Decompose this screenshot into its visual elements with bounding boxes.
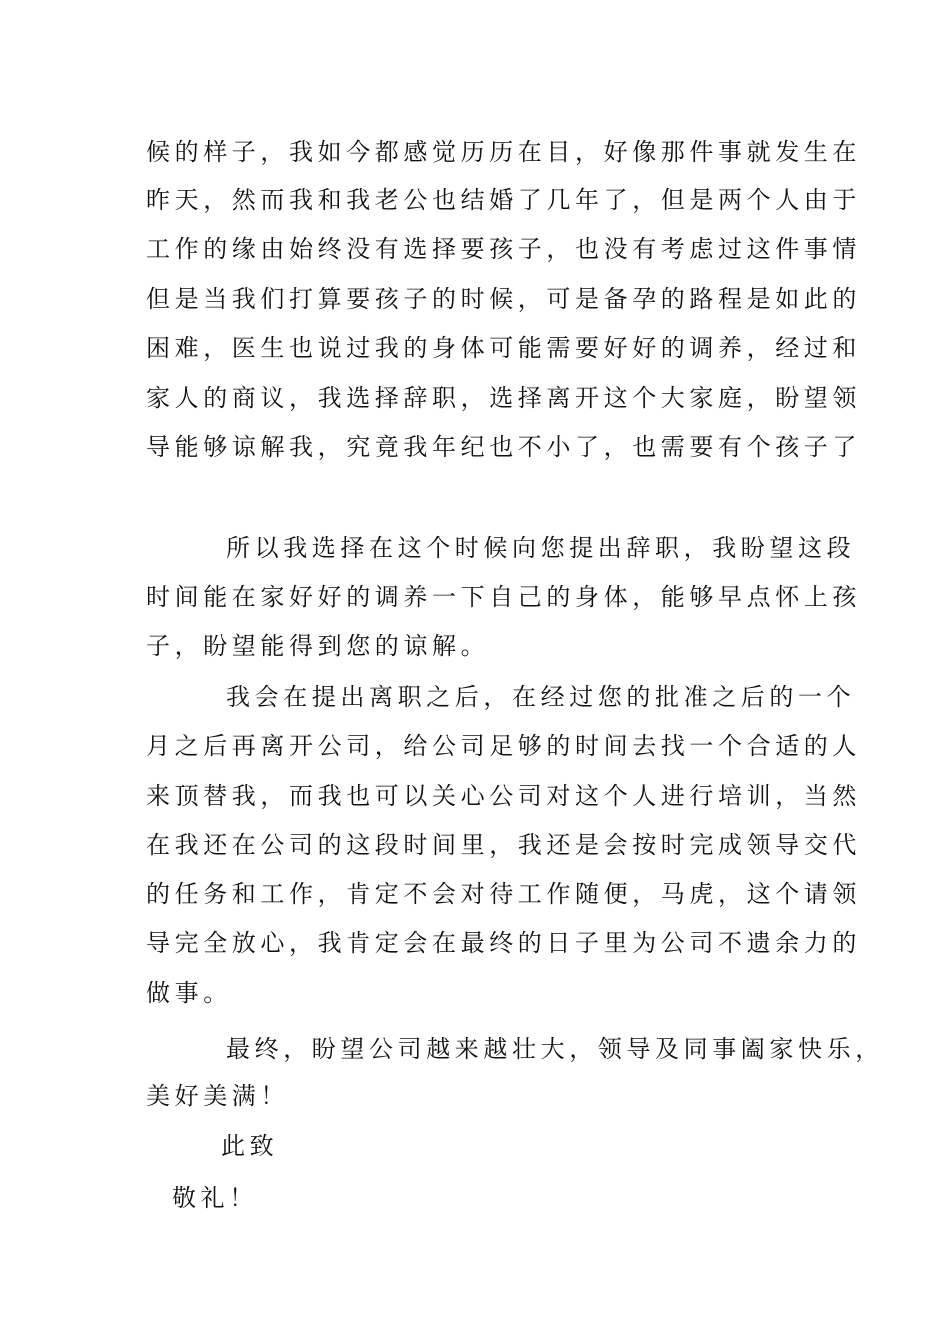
paragraph-line: 昨天，然而我和我老公也结婚了几年了，但是两个人由于: [146, 186, 861, 214]
paragraph-line: 家人的商议，我选择辞职，选择离开这个大家庭，盼望领: [146, 384, 861, 412]
paragraph-line: 我会在提出离职之后，在经过您的批准之后的一个: [226, 683, 856, 711]
paragraph-line: 做事。: [146, 979, 232, 1007]
paragraph-line: 在我还在公司的这段时间里，我还是会按时完成领导交代: [146, 831, 861, 859]
paragraph-line: 导完全放心，我肯定会在最终的日子里为公司不遗余力的: [146, 929, 861, 957]
paragraph-line: 时间能在家好好的调养一下自己的身体，能够早点怀上孩: [146, 583, 861, 611]
closing-regards: 敬礼！: [172, 1184, 258, 1212]
paragraph-line: 候的样子，我如今都感觉历历在目，好像那件事就发生在: [146, 138, 861, 166]
paragraph-line: 月之后再离开公司，给公司足够的时间去找一个合适的人: [146, 732, 861, 760]
paragraph-line: 困难，医生也说过我的身体可能需要好好的调养，经过和: [146, 334, 861, 362]
paragraph-line: 最终，盼望公司越来越壮大，领导及同事阖家快乐，: [226, 1035, 884, 1063]
paragraph-line: 美好美满！: [146, 1082, 289, 1110]
paragraph-line: 子，盼望能得到您的谅解。: [146, 632, 490, 660]
closing-salutation: 此致: [221, 1132, 279, 1160]
paragraph-line: 但是当我们打算要孩子的时候，可是备孕的路程是如此的: [146, 285, 861, 313]
paragraph-line: 工作的缘由始终没有选择要孩子，也没有考虑过这件事情: [146, 235, 861, 263]
paragraph-line: 所以我选择在这个时候向您提出辞职，我盼望这段: [226, 534, 856, 562]
paragraph-line: 的任务和工作，肯定不会对待工作随便，马虎，这个请领: [146, 880, 861, 908]
paragraph-line: 来顶替我，而我也可以关心公司对这个人进行培训，当然: [146, 782, 861, 810]
paragraph-line: 导能够谅解我，究竟我年纪也不小了，也需要有个孩子了: [146, 433, 861, 461]
